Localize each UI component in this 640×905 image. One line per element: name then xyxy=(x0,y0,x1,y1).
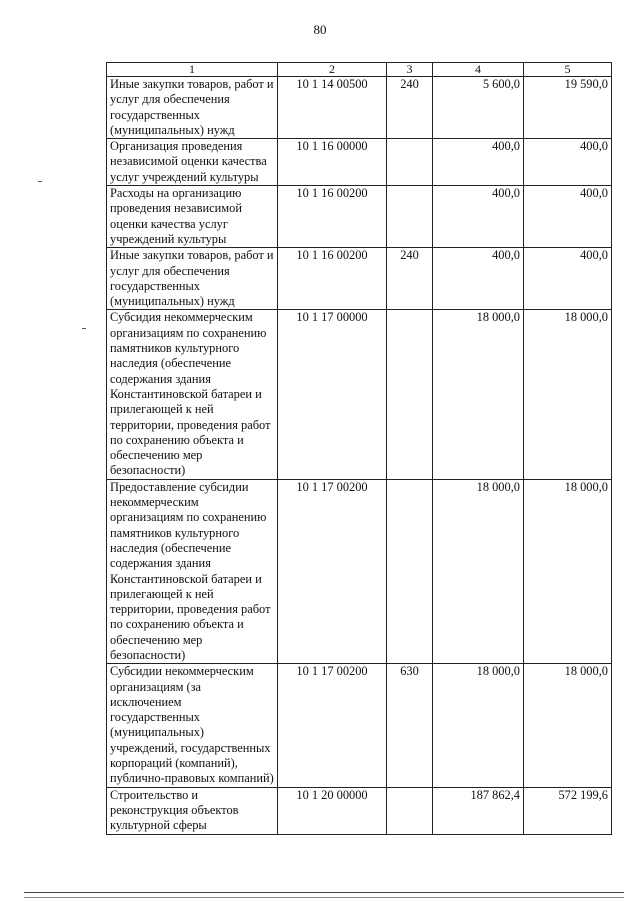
row-name-cell: Расходы на организацию проведения независимой оценки качества услуг учреждений культуры xyxy=(107,186,278,248)
page-number: 80 xyxy=(313,22,327,37)
row-vr-cell: 630 xyxy=(387,664,433,787)
row-name-cell: Строительство и реконструкция объектов культурной сферы xyxy=(107,787,278,834)
row-name-cell: Предоставление субсидии некоммерческим организациям по сохранению памятников культурного наследия (обеспечение содержания здания Константиновской батареи и прилегающей к ней территории, проведения работ по сохранению объекта и обеспечению мер безопасности) xyxy=(107,479,278,664)
table-row xyxy=(107,77,612,139)
row-vr-cell xyxy=(387,186,433,248)
table-row xyxy=(107,787,612,834)
row-sum2-cell: 18 000,0 xyxy=(524,664,612,787)
row-sum2-cell: 400,0 xyxy=(524,139,612,186)
row-code-cell: 10 1 16 00000 xyxy=(278,139,387,186)
table-row xyxy=(107,664,612,787)
row-sum1-cell: 18 000,0 xyxy=(433,664,524,787)
column-header-sum2: 5 xyxy=(524,63,612,77)
row-sum2-cell: 400,0 xyxy=(524,248,612,310)
table-row xyxy=(107,310,612,479)
row-name-cell: Субсидия некоммерческим организациям по сохранению памятников культурного наследия (обеспечение содержания здания Константиновской батареи и прилегающей к ней территории, проведения работ по сохранению объекта и обеспечению мер безопасности) xyxy=(107,310,278,479)
row-sum1-cell: 187 862,4 xyxy=(433,787,524,834)
row-code-cell: 10 1 20 00000 xyxy=(278,787,387,834)
row-sum1-cell: 400,0 xyxy=(433,139,524,186)
row-sum1-cell: 18 000,0 xyxy=(433,479,524,664)
page-bottom-rule xyxy=(24,897,624,898)
row-name-cell: Организация проведения независимой оценки качества услуг учреждений культуры xyxy=(107,139,278,186)
row-name-cell: Субсидии некоммерческим организациям (за исключением государственных (муниципальных) учреждений, государственных корпораций (компаний), публично-правовых компаний) xyxy=(107,664,278,787)
row-vr-cell xyxy=(387,787,433,834)
scan-mark xyxy=(38,181,42,182)
row-sum2-cell: 18 000,0 xyxy=(524,310,612,479)
row-code-cell: 10 1 14 00500 xyxy=(278,77,387,139)
row-code-cell: 10 1 16 00200 xyxy=(278,186,387,248)
row-sum2-cell: 19 590,0 xyxy=(524,77,612,139)
row-sum1-cell: 18 000,0 xyxy=(433,310,524,479)
row-sum1-cell: 5 600,0 xyxy=(433,77,524,139)
row-code-cell: 10 1 17 00200 xyxy=(278,479,387,664)
row-name-cell: Иные закупки товаров, работ и услуг для обеспечения государственных (муниципальных) нужд xyxy=(107,77,278,139)
table-row xyxy=(107,139,612,186)
row-sum2-cell: 572 199,6 xyxy=(524,787,612,834)
table-row xyxy=(107,186,612,248)
table-header-row xyxy=(107,63,612,77)
row-sum2-cell: 400,0 xyxy=(524,186,612,248)
page-bottom-rule xyxy=(24,892,624,893)
row-vr-cell: 240 xyxy=(387,77,433,139)
row-sum1-cell: 400,0 xyxy=(433,248,524,310)
scan-mark xyxy=(82,328,86,329)
column-header-sum1: 4 xyxy=(433,63,524,77)
row-name-cell: Иные закупки товаров, работ и услуг для обеспечения государственных (муниципальных) нужд xyxy=(107,248,278,310)
row-vr-cell: 240 xyxy=(387,248,433,310)
budget-table xyxy=(106,62,612,835)
row-sum2-cell: 18 000,0 xyxy=(524,479,612,664)
column-header-code: 2 xyxy=(278,63,387,77)
row-sum1-cell: 400,0 xyxy=(433,186,524,248)
column-header-vr: 3 xyxy=(387,63,433,77)
table-row xyxy=(107,479,612,664)
table-row xyxy=(107,248,612,310)
column-header-name: 1 xyxy=(107,63,278,77)
row-vr-cell xyxy=(387,479,433,664)
row-code-cell: 10 1 16 00200 xyxy=(278,248,387,310)
row-vr-cell xyxy=(387,139,433,186)
row-vr-cell xyxy=(387,310,433,479)
row-code-cell: 10 1 17 00000 xyxy=(278,310,387,479)
row-code-cell: 10 1 17 00200 xyxy=(278,664,387,787)
